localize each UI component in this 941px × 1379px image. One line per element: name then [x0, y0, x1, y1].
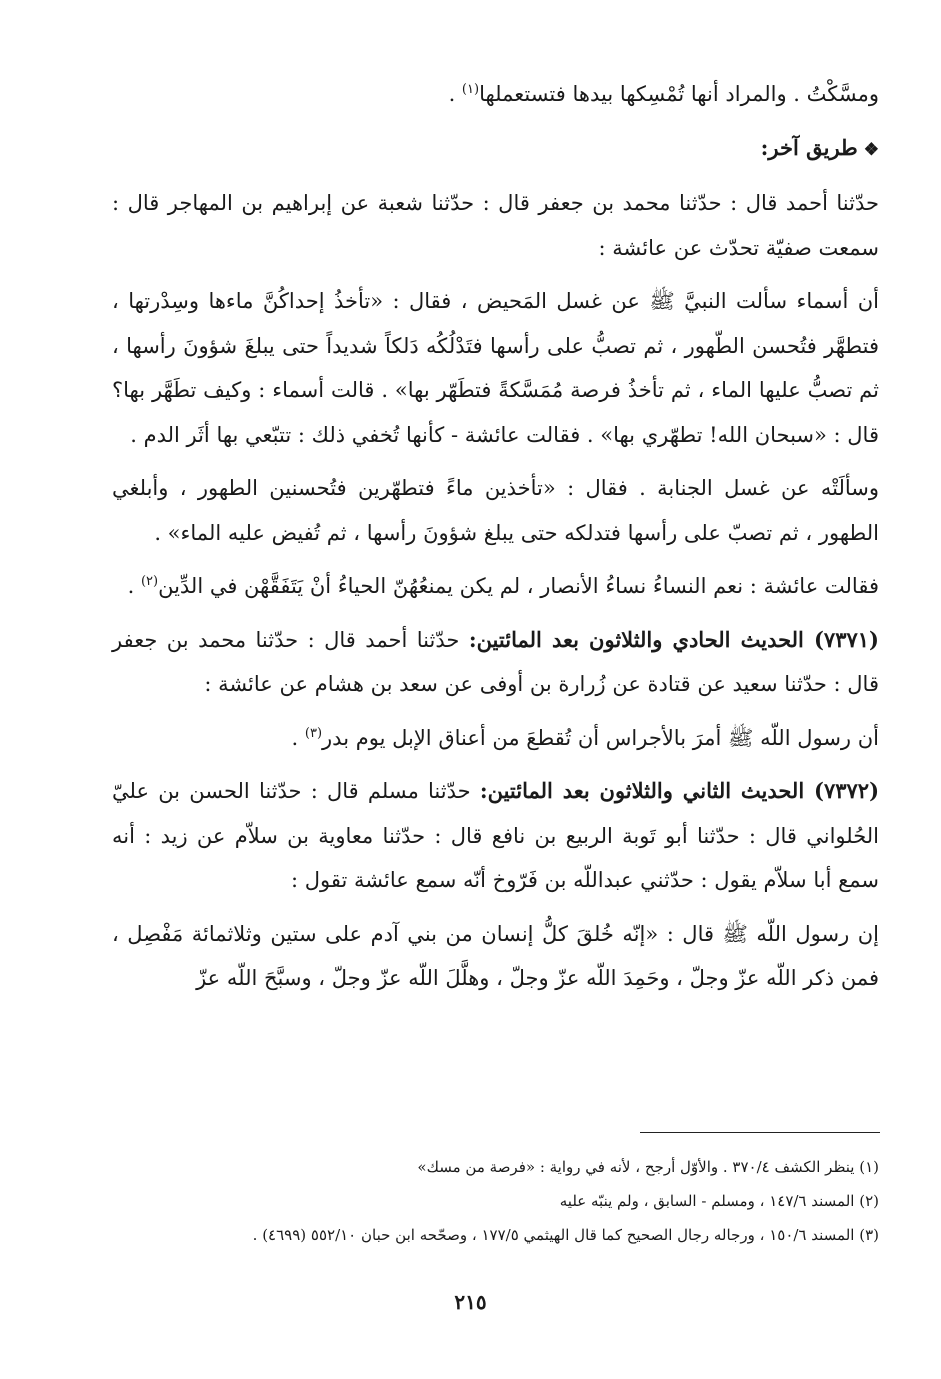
matn-3-end: .	[127, 574, 141, 598]
opening-line	[112, 72, 879, 117]
footnote-divider	[640, 1132, 880, 1133]
section-heading	[112, 126, 879, 173]
footnotes	[112, 1150, 879, 1252]
hadith-7371-heading: (٧٣٧١) الحديث الحادي والثلاثون بعد المائتين:	[468, 626, 879, 652]
hadith-7371-isnad	[112, 618, 879, 707]
hadith-7372-isnad	[112, 769, 879, 903]
matn-paragraph-2: وسألَتْه عن غسل الجنابة . فقال : «تأخذين ماءً فتطهّرين فتُحسنين الطهور ، وأبلغي الطهور ، ثم تصبّ على رأسها فتدلكه حتى يبلغ شؤونَ رأسها ، ثم تُفيض عليه الماء» .	[112, 476, 879, 545]
main-text	[112, 72, 879, 1010]
hadith-7372-isnad-text: حدّثنا مسلم قال : حدّثنا الحسن بن عليّ الحُلواني قال : حدّثنا أبو تَوبة الربيع بن نافع قال : حدّثنا معاوية بن سلاّم عن زيد : أنه سمع أبا سلاّم يقول : حدّثني عبداللّه بن فَرّوخ أنّه سمع عائشة تقول :	[112, 779, 879, 892]
hadith-7371-isnad-text: حدّثنا أحمد قال : حدّثنا محمد بن جعفر قال : حدّثنا سعيد عن قتادة عن زُرارة بن أوفى عن سعد بن هشام عن عائشة :	[112, 627, 879, 696]
footnote-1: (١) ينظر الكشف ٣٧٠/٤ . والأوّل أرجح ، لأنه في رواية : «فرصة من مسك»	[417, 1158, 879, 1176]
hadith-7371-matn	[112, 716, 879, 761]
hadith-7371-end: .	[291, 725, 305, 750]
page-number: ٢١٥	[454, 1290, 487, 1314]
section-heading-text: طريق آخر:	[760, 134, 858, 160]
opening-text: ومسَّكْتُ . والمراد أنها تُمْسِكها بيدها فتستعملها	[479, 82, 879, 106]
opening-end: .	[448, 82, 462, 106]
hadith-7372-matn: إن رسول اللّه ﷺ قال : «إنّه خُلقَ كلُّ إنسان من بني آدم على ستين وثلاثمائة مَفْصِل ، فمن ذكر اللّه عزّ وجلّ ، وحَمِدَ اللّه عزّ وجلّ ، وهلَّلَ اللّه عزّ وجلّ ، وسبَّحَ اللّه عزّ	[112, 921, 879, 990]
footnote-3: (٣) المسند ١٥٠/٦ ، ورجاله رجال الصحيح كما قال الهيثمي ١٧٧/٥ ، وصحّحه ابن حبان ٥٥٢/١٠ (٤٦٩٩) .	[252, 1226, 879, 1244]
footnote-ref-3: (٣)	[304, 725, 323, 741]
matn-3-text: فقالت عائشة : نعم النساءُ نساءُ الأنصار ، لم يكن يمنعُهُنّ الحياءُ أنْ يَتَفَقَّهْن في الدِّين	[158, 574, 879, 598]
diamond-icon: ❖	[863, 139, 879, 160]
matn-paragraph-3	[112, 564, 879, 609]
matn-paragraph-1: أن أسماء سألت النبيَّ ﷺ عن غسل المَحيض ، فقال : «تأخذُ إحداكُنَّ ماءها وسِدْرتها ، فتطهَّر فتُحسن الطّهور ، ثم تصبُّ على رأسها فتَدْلُكُه دَلكاً شديداً حتى يبلغَ شؤونَ رأسها ، ثم تصبُّ عليها الماء ، ثم تأخذُ فرصة مُمَسَّكةً فتطَهّر بها» . قالت أسماء : وكيف تطَهَّر بها؟ قال : «سبحان الله! تطهّري بها» . فقالت عائشة - كأنها تُخفي ذلك : تتبّعي بها أثَر الدم .	[112, 289, 879, 447]
hadith-7371-matn-text: أن رسول اللّه ﷺ أمرَ بالأجراس أن تُقطعَ من أعناق الإبل يوم بدر	[322, 725, 879, 750]
footnote-ref-2: (٢)	[140, 574, 159, 589]
footnote-ref-1: (١)	[461, 82, 480, 97]
footnote-2: (٢) المسند ١٤٧/٦ ، ومسلم - السابق ، ولم ينبّه عليه	[559, 1192, 879, 1210]
isnad-paragraph: حدّثنا أحمد قال : حدّثنا محمد بن جعفر قال : حدّثنا شعبة عن إبراهيم بن المهاجر قال : سمعت صفيّة تحدّث عن عائشة :	[112, 191, 879, 260]
hadith-7372-heading: (٧٣٧٢) الحديث الثاني والثلاثون بعد المائتين:	[479, 778, 880, 803]
